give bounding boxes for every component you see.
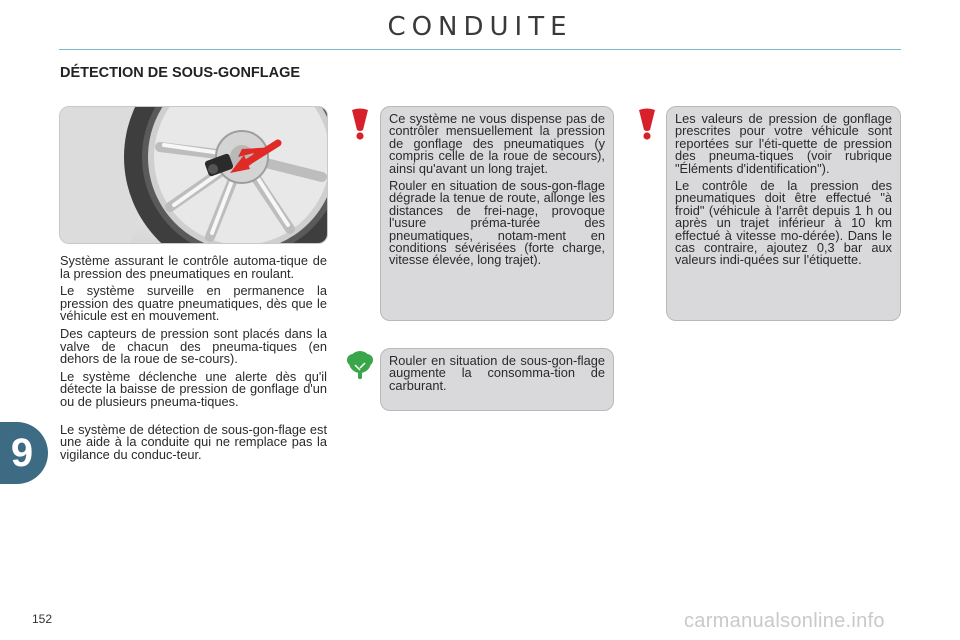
header-divider — [59, 49, 901, 50]
eco-note — [380, 348, 614, 411]
eco-leaf-icon — [346, 350, 374, 380]
exclamation-icon — [347, 108, 373, 140]
page-title: CONDUITE — [387, 12, 573, 42]
note-paragraph: Ce système ne vous dispense pas de contrôler mensuellement la pression de gonflage des pneumatiques (y compris celle de la roue de secours), ainsi qu'avant un long trajet. — [389, 111, 605, 176]
chapter-number: 9 — [10, 431, 34, 475]
wheel-valve-illustration — [59, 106, 328, 244]
note-paragraph: Le contrôle de la pression des pneumatiques doit être effectué "à froid" (véhicule à l'arrêt depuis 1 h ou après un trajet inférieur à 10 km effectué à vitesse mo-dérée). Dans le cas contraire, ajoutez 0,3 bar aux valeurs indi-quées sur l'étiquette. — [675, 178, 892, 268]
page-number: 152 — [32, 612, 53, 626]
note-paragraph: Rouler en situation de sous-gon-flage dégrade la tenue de route, allonge les distances de frei-nage, provoque l'usure préma-turée des pneumatiques, notam-ment en conditions sévérisées (forte charge, vitesse élevée, long trajet). — [389, 178, 605, 268]
body-paragraph: Le système déclenche une alerte dès qu'il détecte la baisse de pression de gonflage d'un ou de plusieurs pneuma-tiques. — [60, 368, 327, 409]
note-paragraph: Rouler en situation de sous-gon-flage augmente la consomma-tion de carburant. — [389, 353, 605, 393]
section-title: DÉTECTION DE SOUS-GONFLAGE — [60, 65, 301, 81]
watermark: carmanualsonline.info — [684, 610, 885, 632]
warning-note — [666, 106, 901, 321]
body-text — [60, 255, 327, 466]
body-paragraph: Système assurant le contrôle automa-tique de la pression des pneumatiques en roulant. — [60, 253, 327, 281]
warning-note — [380, 106, 614, 321]
exclamation-icon — [634, 108, 660, 140]
body-paragraph: Le système de détection de sous-gon-flage est une aide à la conduite qui ne remplace pas la vigilance du conduc-teur. — [60, 421, 327, 462]
note-paragraph: Les valeurs de pression de gonflage prescrites pour votre véhicule sont reportées sur l'éti-quette de pression des pneuma-tiques (voir rubrique "Éléments d'identification"). — [675, 111, 892, 176]
body-paragraph: Le système surveille en permanence la pression des quatre pneumatiques, dès que le véhicule est en mouvement. — [60, 283, 327, 324]
body-paragraph: Des capteurs de pression sont placés dans la valve de chacun des pneuma-tiques (en dehors de la roue de se-cours). — [60, 325, 327, 367]
